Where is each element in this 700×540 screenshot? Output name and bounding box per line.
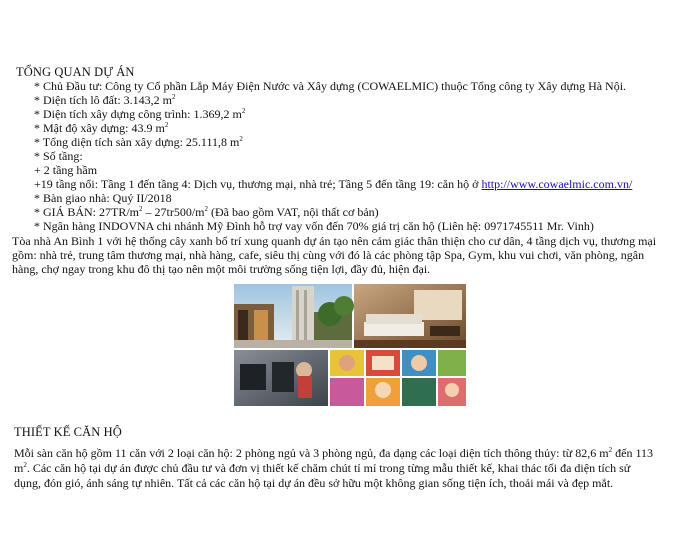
investor-line: * Chủ Đầu tư: Công ty Cổ phần Lắp Máy Điện Nước và Xây dựng (COWAELMIC) thuộc Tổng công ty Xây dựng Hà Nội. [34,79,627,93]
basement-line: + 2 tầng hầm [34,163,98,177]
construction-area-text: * Diện tích xây dựng công trình: 1.369,2 m [34,107,242,121]
superscript: 2 [204,205,208,213]
design-text-1: Mỗi sàn căn hộ gồm 11 căn với 2 loại căn hộ: 2 phòng ngủ và 3 phòng ngủ, đa dạng các loại diện tích thông thủy: từ 82,6 m [14,446,609,460]
design-text-2: . Các căn hộ tại dự án được chủ đầu tư và đơn vị thiết kế chăm chút tỉ mỉ trong từng mẫu thiết kế, khai thác tối đa diện tích sử [26,461,631,475]
superscript: 2 [241,107,246,115]
price-note: (Đã bao gồm VAT, nội thất cơ bản) [208,205,379,219]
photo-collage-image [234,284,466,406]
overview-heading: TỔNG QUAN DỰ ÁN [16,65,135,79]
density-line [34,122,168,135]
handover-line: * Bàn giao nhà: Quý II/2018 [34,191,172,205]
superscript: 2 [164,121,169,129]
superscript: 2 [139,205,143,213]
design-line-2 [14,462,630,475]
construction-area-line [34,108,245,121]
design-heading: THIẾT KẾ CĂN HỘ [14,425,122,439]
design-line-1 [14,447,653,460]
price-text-2: – 27tr500/m [142,205,205,219]
design-text-1-end: đến 113 [612,446,654,460]
superscript: 2 [171,93,176,101]
above-ground-line [34,178,632,191]
density-text: * Mật độ xây dựng: 43.9 m [34,121,165,135]
floors-label: * Số tầng: [34,149,83,163]
description-line-3: hàng, chợ ngay trong khu đô thị tạo nên một môi trường sống tiện lợi, đầy đủ, hiện đại. [12,262,431,276]
description-line-1: Tòa nhà An Bình 1 với hệ thống cây xanh bố trí xung quanh dự án tạo nên cảm giác thân thiện cho cư dân, 4 tầng dịch vụ, thương mại [12,234,657,248]
website-link[interactable]: http://www.cowaelmic.com.vn/ [481,177,633,191]
land-area-text: * Diện tích lô đất: 3.143,2 m [34,93,172,107]
bank-line: * Ngân hàng INDOVNA chi nhánh Mỹ Đình hỗ trợ vay vốn đến 70% giá trị căn hộ (Liên hệ: 0971745511 Mr. Vinh) [34,219,594,233]
price-line [34,206,379,219]
superscript: 2 [23,461,27,469]
design-unit: m [14,461,24,475]
superscript: 2 [608,446,613,454]
price-text: * GIÁ BÁN: 27TR/m [34,205,139,219]
description-line-2: gồm: nhà trẻ, trung tâm thương mại, nhà hàng, cafe, siêu thị cùng với đó là các phòng tập Spa, Gym, khu vui chơi, văn phòng, ngân [12,248,645,262]
floor-area-text: * Tổng diện tích sàn xây dựng: 25.111,8 m [34,135,240,149]
land-area-line [34,94,175,107]
superscript: 2 [239,135,243,143]
above-ground-text: +19 tầng nổi: Tầng 1 đến tầng 4: Dịch vụ, thương mại, nhà trẻ; Tầng 5 đến tầng 19: căn hộ ở [34,177,482,191]
floor-area-line [34,136,243,149]
project-photo-collage [234,284,466,406]
design-line-3: dụng, đón gió, ánh sáng tự nhiên. Tất cả các căn hộ tại dự án đều sở hữu một không gian sống tiện ích, thoải mái và đẹp mắt. [14,476,614,490]
